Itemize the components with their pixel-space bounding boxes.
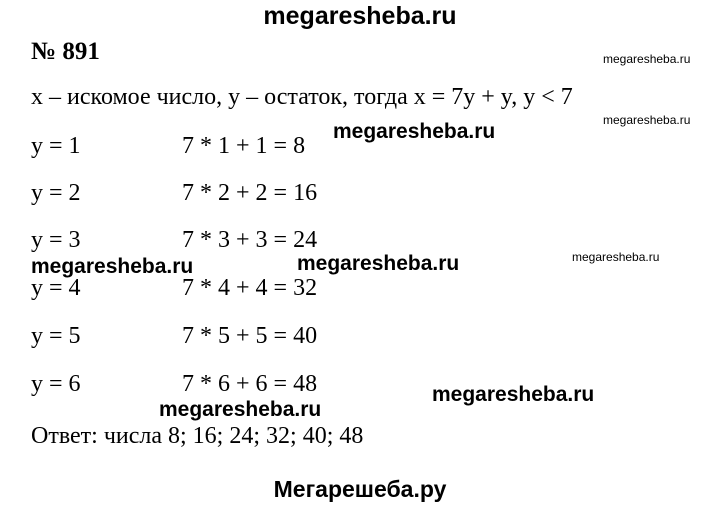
watermark-large: megaresheba.ru [432,383,595,406]
problem-statement: x – искомое число, y – остаток, тогда x = 7y + y, y < 7 [31,84,573,110]
watermark-small: megaresheba.ru [572,250,660,264]
solution-row [31,227,431,257]
watermark-small: megaresheba.ru [603,113,691,127]
solution-row [31,323,431,353]
y-value: y = 4 [31,275,81,301]
y-value: y = 3 [31,227,81,253]
y-value: y = 2 [31,180,81,206]
y-value: y = 5 [31,323,81,349]
expression: 7 * 3 + 3 = 24 [182,227,318,253]
y-value: y = 1 [31,133,81,159]
expression: 7 * 2 + 2 = 16 [182,180,318,206]
watermark-large: megaresheba.ru [297,252,460,275]
solution-row [31,133,431,163]
expression: 7 * 6 + 6 = 48 [182,371,318,397]
watermark-large: megaresheba.ru [159,398,322,421]
solution-row [31,180,431,210]
answer-text: Ответ: числа 8; 16; 24; 32; 40; 48 [31,423,364,449]
watermark-large: megaresheba.ru [333,120,496,143]
watermark-small: megaresheba.ru [603,52,691,66]
y-value: y = 6 [31,371,81,397]
watermark-large: megaresheba.ru [31,255,194,278]
solution-row [31,371,431,401]
expression: 7 * 1 + 1 = 8 [182,133,306,159]
watermark-top: megaresheba.ru [263,2,457,30]
expression: 7 * 5 + 5 = 40 [182,323,318,349]
solution-row [31,275,431,305]
footer-brand: Мегарешеба.ру [273,476,447,502]
expression: 7 * 4 + 4 = 32 [182,275,318,301]
problem-number: № 891 [31,38,100,65]
